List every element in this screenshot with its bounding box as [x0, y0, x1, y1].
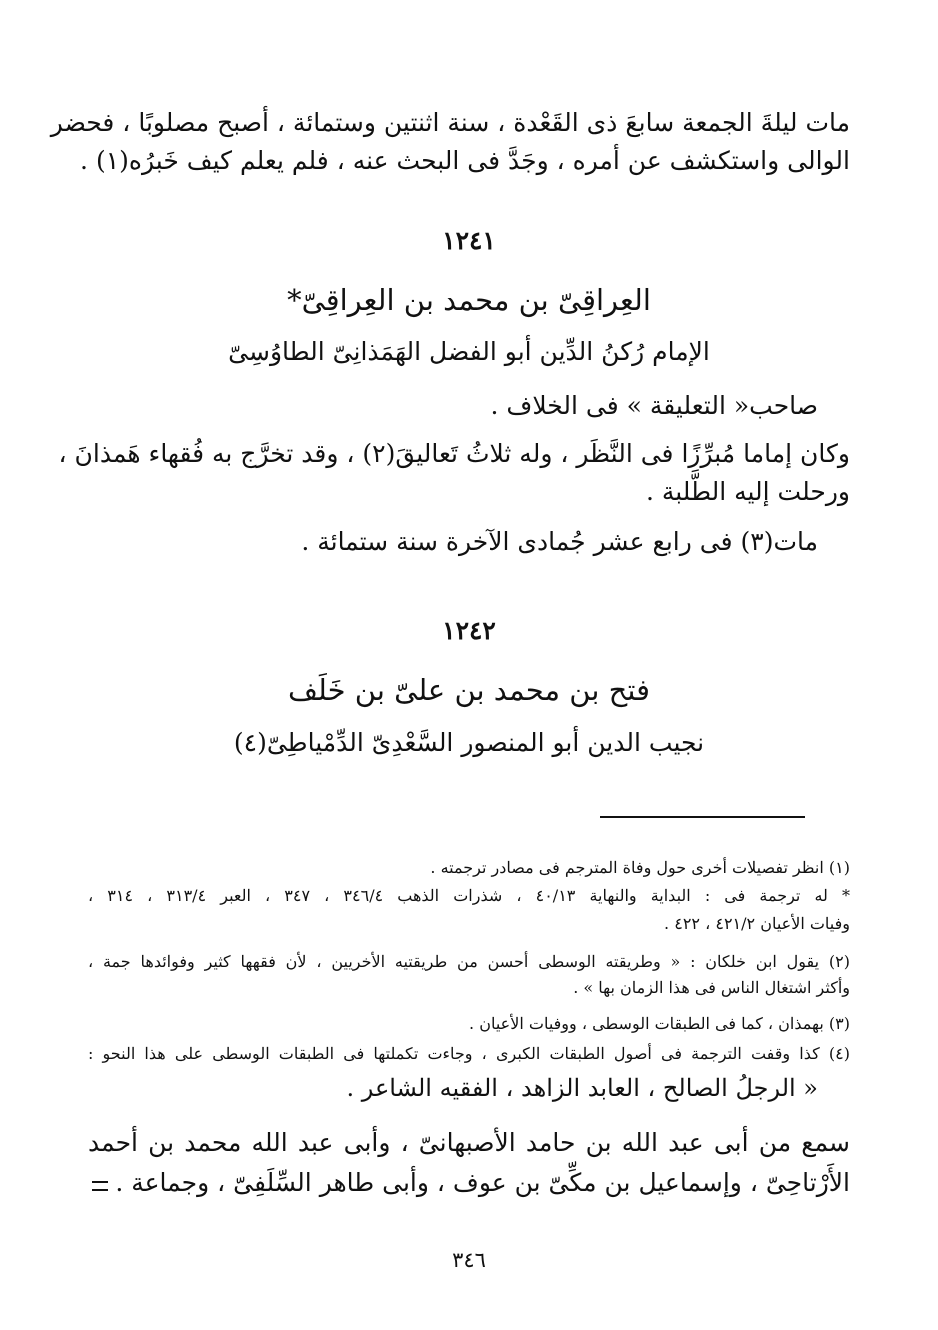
footnote-separator — [600, 816, 805, 818]
footnote-2-line-2: وأكثر اشتغال الناس فى هذا الزمان بها » . — [573, 978, 850, 997]
footnote-4-quote-line-2: الأَرْتاحِىّ ، وإسماعيل بن مكِّىّ بن عوف ، وأبى طاهر السِّلَفِىّ ، وجماعة . — [115, 1168, 850, 1197]
footnote-4: (٤) كذا وقفت الترجمة فى أصول الطبقات الكبرى ، وجاءت تكملتها فى الطبقات الوسطى على هذا النحو : — [88, 1044, 850, 1063]
footnote-4-quote-line-1: سمع من أبى عبد الله بن حامد الأصبهانىّ ، وأبى عبد الله محمد بن أحمد — [88, 1128, 850, 1157]
entry-number-1242: ١٢٤٢ — [442, 616, 496, 645]
entry-title-1241: الإمام رُكنُ الدِّين أبو الفضل الهَمَذانِىّ الطاوُسِىّ — [228, 337, 710, 366]
footnote-4-quote-opening: « الرجلُ الصالح ، العابد الزاهد ، الفقيه الشاعر . — [346, 1074, 818, 1102]
entry-1241-paragraph-1: صاحب« التعليقة » فى الخلاف . — [490, 391, 818, 420]
entry-name-1242: فتح بن محمد بن علىّ بن خَلَف — [288, 673, 650, 707]
footnote-3: (٣) بهمذان ، كما فى الطبقات الوسطى ، ووفيات الأعيان . — [469, 1014, 850, 1033]
entry-1241-paragraph-2-line-1: وكان إماما مُبرِّزًا فى النَّظَر ، وله ثلاثُ تَعاليقَ(٢) ، وقد تخرَّج به فُقهاء هَمذانَ ، — [58, 439, 850, 468]
footnote-2-line-1: (٢) يقول ابن خلكان : « وطريقته الوسطى أحسن من طريقتيه الأخريين ، لأن فقهها كثير وفوائدها جمة ، — [88, 952, 850, 971]
continuation-line-1: مات ليلةَ الجمعة سابعَ ذى القَعْدة ، سنة اثنتين وستمائة ، أصبح مصلوبًا ، فحضر — [50, 108, 850, 137]
entry-number-1241: ١٢٤١ — [442, 226, 496, 255]
footnote-star-line-2: وفيات الأعيان ٤٢١/٢ ، ٤٢٢ . — [664, 914, 850, 933]
entry-title-1242: نجيب الدين أبو المنصور السَّعْدِىّ الدِّمْياطِىّ(٤) — [233, 728, 705, 757]
entry-1241-paragraph-3: مات(٣) فى رابع عشر جُمادى الآخرة سنة ستمائة . — [301, 527, 818, 556]
entry-name-1241: العِراقِىّ بن محمد بن العِراقِىّ* — [287, 283, 651, 317]
footnote-1: (١) انظر تفصيلات أخرى حول وفاة المترجم فى مصادر ترجمته . — [430, 858, 850, 877]
page-number: ٣٤٦ — [452, 1248, 486, 1272]
entry-1241-paragraph-2-line-2: ورحلت إليه الطَّلبة . — [645, 477, 850, 506]
footnote-star-line-1: * له ترجمة فى : البداية والنهاية ٤٠/١٣ ، شذرات الذهب ٣٤٦/٤ ، ٣٤٧ ، العبر ٣١٣/٤ ، ٣١٤ ، — [88, 886, 851, 905]
continuation-mark — [92, 1181, 108, 1191]
continuation-line-2: الوالى واستكشف عن أمره ، وجَدَّ فى البحث عنه ، فلم يعلم كيف خَبرُه(١) . — [80, 146, 850, 175]
